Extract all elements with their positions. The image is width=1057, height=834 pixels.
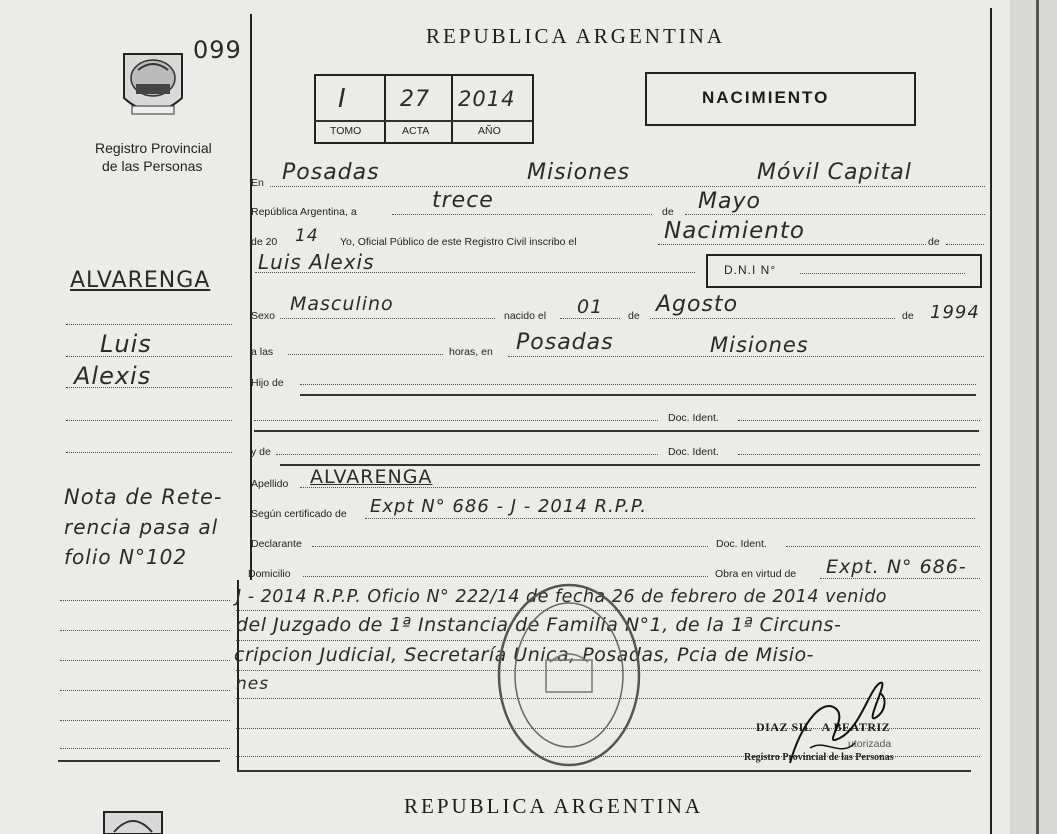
line (312, 546, 708, 547)
label-republica: República Argentina, a (251, 206, 357, 218)
anio-label: AÑO (478, 125, 501, 137)
field-nombre: Luis Alexis (258, 250, 375, 274)
field-nac-mes: Agosto (656, 292, 739, 317)
field-nac-dia: 01 (577, 296, 604, 318)
line (276, 454, 658, 455)
field-anio-corto: 14 (295, 226, 319, 246)
field-provincia: Misiones (527, 160, 631, 185)
label-hijo-de: Hijo de (251, 377, 284, 389)
margin-line (60, 660, 230, 661)
field-texto-4: nes (236, 674, 270, 694)
margin-line (60, 748, 230, 749)
margin-bottom-rule (58, 760, 220, 762)
field-sexo: Masculino (290, 293, 394, 315)
line (280, 318, 495, 319)
line (255, 272, 695, 273)
field-texto-3: cripcion Judicial, Secretaría Unica, Posadas, Pcia de Misio- (234, 644, 814, 666)
record-table-divider (451, 74, 453, 142)
margin-divider (250, 14, 252, 580)
label-sexo: Sexo (251, 310, 275, 322)
signatory-office: Registro Provincial de las Personas (744, 752, 894, 763)
field-certificado: Expt N° 686 - J - 2014 R.P.P. (370, 496, 647, 517)
tomo-label: TOMO (330, 125, 362, 137)
acta-value: 27 (400, 87, 430, 112)
field-movil: Móvil Capital (757, 160, 912, 185)
acta-label: ACTA (402, 125, 430, 137)
label-domicilio: Domicilio (248, 568, 291, 580)
record-table-divider (314, 120, 532, 122)
line (658, 244, 926, 245)
margin-name1: Luis (100, 330, 152, 358)
tomo-value: I (338, 84, 347, 114)
margin-name2: Alexis (74, 362, 152, 390)
field-lugar: Posadas (516, 330, 614, 355)
field-obra-virtud: Expt. N° 686- (826, 556, 967, 578)
label-doc-ident-2: Doc. Ident. (668, 446, 719, 458)
line (392, 214, 652, 215)
line (270, 186, 985, 187)
label-doc-ident-3: Doc. Ident. (716, 538, 767, 550)
label-dni: D.N.I N° (724, 263, 777, 277)
anio-value: 2014 (458, 87, 516, 111)
record-table-divider (384, 74, 386, 142)
margin-line (60, 690, 230, 691)
page-number: 099 (193, 36, 242, 64)
field-ciudad: Posadas (282, 160, 380, 185)
registry-name-line2: de las Personas (102, 158, 203, 174)
signatory-name: DIAZ SIL A BEATRIZ (756, 720, 891, 734)
label-segun: Según certificado de (251, 508, 347, 520)
margin-line (60, 720, 230, 721)
margin-line (60, 600, 230, 601)
registry-name-line1: Registro Provincial (95, 140, 212, 156)
right-border (990, 8, 992, 834)
country-title: REPUBLICA ARGENTINA (426, 24, 726, 48)
label-y-de: y de (251, 446, 271, 458)
line (685, 214, 985, 215)
margin-note-line2: rencia pasa al (64, 515, 219, 539)
margin-line (66, 356, 232, 357)
field-acto: Nacimiento (664, 218, 805, 244)
label-declarante: Declarante (251, 538, 302, 550)
margin-note-line3: folio N°102 (64, 545, 188, 569)
margin-line (66, 387, 232, 388)
line (560, 318, 620, 319)
doc-type-label: NACIMIENTO (702, 88, 830, 107)
label-de-end: de (928, 236, 940, 248)
label-de-mes: de (662, 206, 674, 218)
provincial-seal-bottom-icon (100, 804, 166, 834)
margin-line (66, 324, 232, 325)
field-texto-1: J - 2014 R.P.P. Oficio N° 222/14 de fecha 26 de febrero de 2014 venido (236, 587, 888, 607)
line (946, 244, 984, 245)
margin-line (66, 420, 232, 421)
page-edge-line (1036, 0, 1039, 834)
margin-surname: ALVARENGA (70, 268, 211, 293)
line (650, 318, 895, 319)
page-edge (1010, 0, 1057, 834)
label-horas-en: horas, en (449, 346, 493, 358)
signatory-role: utorizada (848, 738, 892, 750)
line (800, 273, 965, 274)
field-dia: trece (432, 188, 494, 213)
label-en: En (251, 177, 264, 189)
line (820, 578, 980, 579)
label-nacido: nacido el (504, 310, 547, 322)
line (254, 430, 979, 432)
field-mes: Mayo (698, 189, 761, 214)
line (365, 518, 975, 519)
line (300, 384, 976, 385)
line (300, 394, 976, 396)
label-de-20: de 20 (251, 236, 278, 248)
footer-country-title: REPUBLICA ARGENTINA (404, 794, 704, 818)
line (288, 354, 443, 355)
margin-line (60, 630, 230, 631)
label-de-mes2: de (628, 310, 640, 322)
field-apellido: ALVARENGA (310, 466, 433, 488)
provincial-seal-icon (118, 48, 188, 124)
label-a-las: a las (251, 346, 274, 358)
field-lugar-prov: Misiones (710, 333, 809, 357)
line (786, 546, 980, 547)
label-apellido: Apellido (251, 478, 289, 490)
label-doc-ident-1: Doc. Ident. (668, 412, 719, 424)
official-stamp-icon (494, 580, 644, 770)
line (300, 487, 976, 488)
label-de-anio: de (902, 310, 914, 322)
line (738, 420, 980, 421)
field-texto-2: del Juzgado de 1ª Instancia de Familia N°1, de la 1ª Circuns- (236, 614, 842, 636)
margin-note-line1: Nota de Rete- (64, 485, 223, 509)
label-yo-oficial: Yo, Oficial Público de este Registro Civil inscribo el (340, 236, 577, 248)
line (738, 454, 980, 455)
margin-line (66, 452, 232, 453)
line (303, 576, 708, 577)
field-nac-anio: 1994 (930, 302, 980, 323)
line (254, 420, 658, 421)
label-obra: Obra en virtud de (715, 568, 797, 580)
handwritten-signature-icon (780, 668, 895, 778)
